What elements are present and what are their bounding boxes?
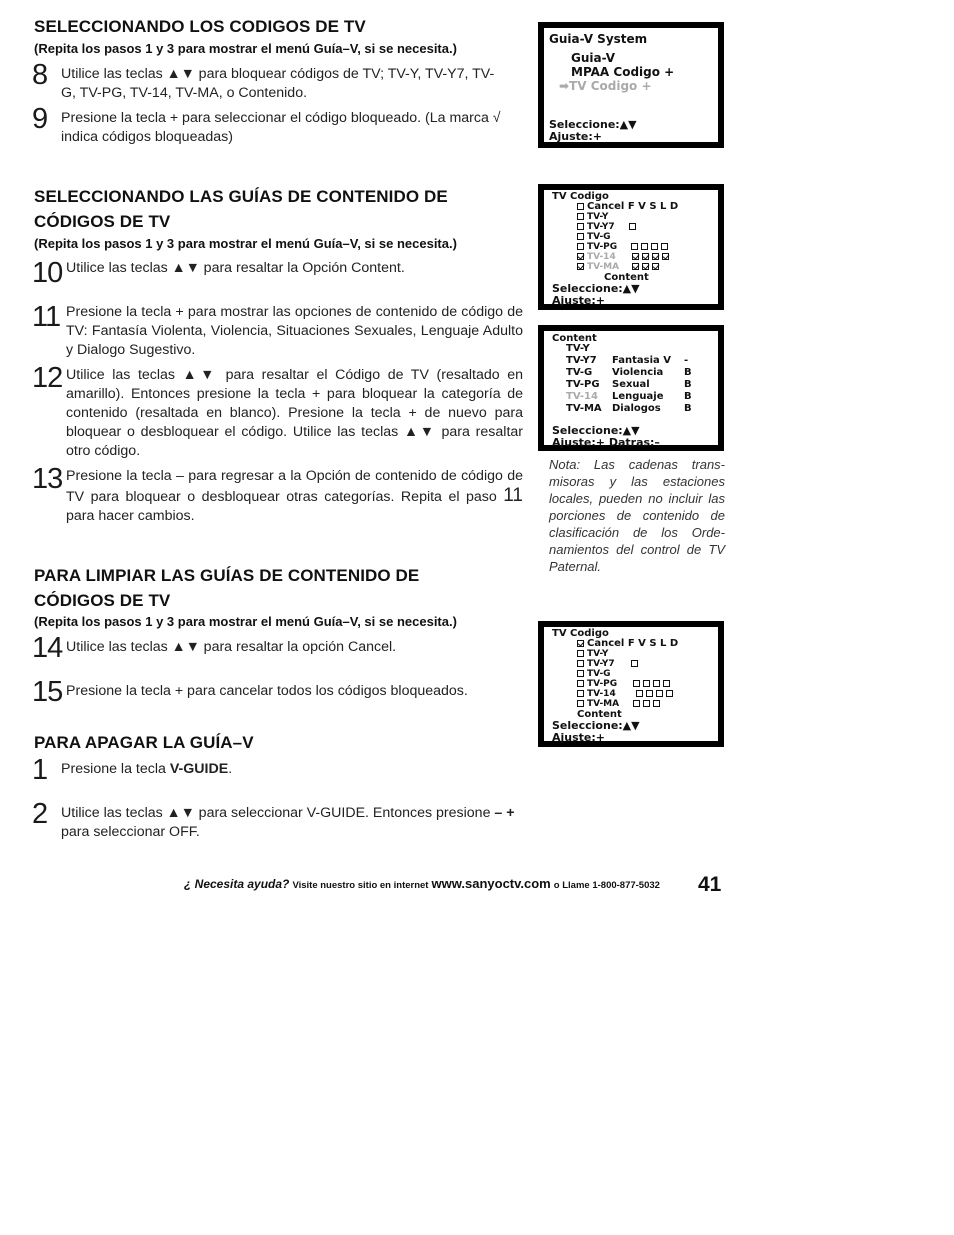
- checkbox-icon: [646, 690, 653, 697]
- step-number: 12: [32, 362, 63, 394]
- page-number: 41: [698, 873, 722, 896]
- footer-help: ¿ Necesita ayuda?: [184, 877, 290, 891]
- osd-row: [577, 232, 611, 242]
- section-title-limpiar: [34, 563, 419, 613]
- step-text: [61, 760, 516, 779]
- step-text-part: Presione la tecla: [61, 761, 166, 777]
- step-text-part: Presione la tecla – para regresar a la Opción de contenido de código de TV para bloquear o desbloquear otras categorías. Repita el paso: [66, 468, 523, 505]
- osd-row: [577, 699, 663, 709]
- title-line: CÓDIGOS DE TV: [34, 212, 171, 231]
- checkbox-checked-icon: [662, 253, 669, 260]
- osd-row: [577, 679, 673, 689]
- osd-title: Content: [552, 333, 597, 344]
- step-text: [61, 804, 526, 842]
- checkbox-icon: [643, 680, 650, 687]
- checkbox-icon: [577, 690, 584, 697]
- checkbox-icon: [577, 680, 584, 687]
- checkbox-icon: [663, 680, 670, 687]
- osd-row: [577, 669, 611, 679]
- step-text-part: .: [228, 761, 233, 777]
- osd-title: Guia-V System: [549, 32, 648, 46]
- checkbox-icon: [636, 690, 643, 697]
- osd-header: [577, 201, 678, 212]
- checkbox-icon: [633, 700, 640, 707]
- step-number: 8: [32, 59, 48, 91]
- footer-phone: o Llame 1-800-877-5032: [553, 880, 660, 891]
- checkbox-icon: [631, 243, 638, 250]
- checkbox-icon: [577, 660, 584, 667]
- osd-screen-guia-v-system: [538, 22, 724, 148]
- osd-row-label: Fantasia V: [612, 355, 671, 366]
- step-text: Presione la tecla + para cancelar todos los códigos bloqueados.: [66, 683, 468, 699]
- checkbox-icon: [577, 223, 584, 230]
- osd-header-text: Cancel F V S L D: [587, 638, 679, 649]
- checkbox-icon: [577, 700, 584, 707]
- checkbox-checked-icon: [577, 253, 584, 260]
- step-text-part: para hacer cambios.: [66, 508, 195, 524]
- osd-row-value: B: [684, 403, 692, 414]
- osd-screen-body: [544, 627, 718, 744]
- step-number: 11: [32, 301, 61, 333]
- checkbox-icon: [653, 680, 660, 687]
- step-number: 10: [32, 257, 63, 289]
- checkbox-icon: [633, 680, 640, 687]
- note-paragraph: Nota: Las cadenas trans-misoras y las estaciones locales, pueden no incluir las porciones de contenido de clasificación de los Orde-namientos del control de TV Paternal.: [549, 457, 725, 574]
- osd-row-label: TV-PG: [587, 242, 618, 252]
- osd-select-hint: Seleccione:▲▼: [552, 719, 640, 732]
- step-text: Utilice las teclas ▲▼ para bloquear códigos de TV; TV-Y, TV-Y7, TV-G, TV-PG, TV-14, TV-MA, o Contenido.: [61, 66, 495, 101]
- title-line: CÓDIGOS DE TV: [34, 591, 171, 610]
- osd-row: [577, 222, 639, 232]
- osd-row-code: TV-Y7: [566, 355, 597, 366]
- section-title-codigos: SELECCIONANDO LOS CODIGOS DE TV: [34, 17, 366, 36]
- osd-select-hint: Seleccione:▲▼: [549, 118, 637, 131]
- osd-row-code: TV-PG: [566, 379, 600, 390]
- osd-screen-body: [544, 331, 718, 449]
- osd-row-code: TV-MA: [566, 403, 602, 414]
- osd-screen-body: [544, 190, 718, 307]
- osd-content-label: Content: [577, 709, 622, 720]
- title-line: PARA LIMPIAR LAS GUÍAS DE CONTENIDO DE: [34, 566, 420, 585]
- osd-select-hint: Seleccione:▲▼: [552, 424, 640, 437]
- osd-row-label: TV-Y7: [587, 659, 615, 669]
- osd-line: MPAA Codigo +: [571, 65, 675, 79]
- osd-header: [577, 638, 678, 649]
- step-text: Presione la tecla + para seleccionar el código bloqueado. (La marca √ indica códigos bloqueadas): [61, 110, 501, 145]
- osd-row-boxes: [636, 689, 676, 699]
- checkbox-icon: [577, 243, 584, 250]
- osd-row-boxes: [633, 679, 673, 689]
- osd-adjust-hint: Ajuste:+: [549, 130, 602, 143]
- osd-row-label: TV-G: [587, 669, 611, 679]
- step-text: Utilice las teclas ▲▼ para resaltar la opción Cancel.: [66, 639, 397, 655]
- checkbox-icon: [666, 690, 673, 697]
- step-text-part: Utilice las teclas ▲▼ para seleccionar V-GUIDE. Entonces presione: [61, 805, 491, 821]
- osd-row-code: TV-Y: [566, 343, 590, 354]
- section-subtitle: (Repita los pasos 1 y 3 para mostrar el menú Guía–V, si se necesita.): [34, 614, 457, 629]
- osd-select-hint: Seleccione:▲▼: [552, 282, 640, 295]
- section-subtitle: (Repita los pasos 1 y 3 para mostrar el menú Guía–V, si se necesita.): [34, 236, 457, 251]
- checkbox-icon: [577, 233, 584, 240]
- osd-row-label: Sexual: [612, 379, 650, 390]
- checkbox-icon: [656, 690, 663, 697]
- checkbox-checked-icon: [642, 263, 649, 270]
- section-title-apagar: PARA APAGAR LA GUÍA–V: [34, 733, 254, 752]
- step-text-part: para seleccionar OFF.: [61, 824, 200, 840]
- osd-row-value: B: [684, 379, 692, 390]
- checkbox-icon: [641, 243, 648, 250]
- step-number: 13: [32, 463, 63, 495]
- osd-line-selected: ➡TV Codigo +: [559, 79, 652, 93]
- osd-row: [577, 649, 608, 659]
- step-text: Utilice las teclas ▲▼ para resaltar la Opción Content.: [66, 260, 405, 276]
- step-ref-number: 11: [503, 485, 523, 506]
- checkbox-icon: [577, 213, 584, 220]
- osd-row-value: B: [684, 367, 692, 378]
- osd-row-label: Violencia: [612, 367, 664, 378]
- osd-row-label: TV-14: [587, 252, 616, 262]
- footer-visit: Visite nuestro sitio en internet: [292, 880, 429, 891]
- osd-adjust-hint: Ajuste:+: [552, 294, 605, 307]
- osd-row-label: TV-Y: [587, 649, 609, 659]
- checkbox-checked-icon: [642, 253, 649, 260]
- osd-row-label: TV-PG: [587, 679, 618, 689]
- osd-screen-tv-codigo-locked: [538, 184, 724, 310]
- osd-row-label: Lenguaje: [612, 391, 664, 402]
- osd-screen-content: [538, 325, 724, 451]
- osd-line: Guia-V: [571, 51, 615, 65]
- osd-row-value: -: [684, 355, 689, 366]
- checkbox-icon: [631, 660, 638, 667]
- osd-header-text: Cancel F V S L D: [587, 201, 679, 212]
- checkbox-icon: [651, 243, 658, 250]
- osd-row-value: B: [684, 391, 692, 402]
- step-text: Utilice las teclas ▲▼ para resaltar el Código de TV (resaltado en amarillo). Entonces presione la tecla + para bloquear la categoría de contenido (resaltada en blanco). Presione la tecla + de nuevo para bloquear o desbloquear el código. Utilice las teclas ▲▼ para resaltar otro código.: [66, 367, 523, 459]
- osd-adjust-hint: Ajuste:+: [552, 731, 605, 744]
- osd-row: [577, 212, 608, 222]
- checkbox-checked-icon: [577, 263, 584, 270]
- step-number: 14: [32, 632, 63, 664]
- osd-row-label: Dialogos: [612, 403, 661, 414]
- step-number: 15: [32, 676, 63, 708]
- step-number: 1: [32, 754, 48, 786]
- checkbox-icon: [629, 223, 636, 230]
- osd-row-boxes: [633, 699, 663, 709]
- osd-row-code-selected: TV-14: [566, 391, 598, 402]
- checkbox-checked-icon: [652, 253, 659, 260]
- osd-row: [577, 659, 641, 669]
- checkbox-icon: [643, 700, 650, 707]
- osd-row-label: TV-MA: [587, 699, 620, 709]
- checkbox-icon: [577, 650, 584, 657]
- osd-row: [577, 242, 671, 252]
- key-label: V-GUIDE: [169, 761, 229, 777]
- checkbox-icon: [577, 203, 584, 210]
- checkbox-icon: [577, 670, 584, 677]
- section-title-guias: [34, 184, 448, 234]
- osd-row: [577, 689, 676, 699]
- checkbox-checked-icon: [652, 263, 659, 270]
- osd-row-boxes: [631, 242, 671, 252]
- osd-screen-body: [544, 28, 718, 142]
- checkbox-checked-icon: [632, 263, 639, 270]
- osd-content-label: Content: [604, 272, 649, 283]
- osd-row: [577, 262, 662, 272]
- step-number: 2: [32, 798, 48, 830]
- osd-row-label: TV-Y7: [587, 222, 615, 232]
- title-line: SELECCIONANDO LAS GUÍAS DE CONTENIDO DE: [34, 187, 448, 206]
- osd-row-label: TV-MA: [587, 262, 620, 272]
- key-label: – +: [494, 805, 515, 821]
- osd-row-label: TV-Y: [587, 212, 609, 222]
- checkbox-icon: [661, 243, 668, 250]
- osd-title: TV Codigo: [552, 628, 609, 639]
- section-subtitle: (Repita los pasos 1 y 3 para mostrar el menú Guía–V, si se necesita.): [34, 41, 457, 56]
- osd-row-code: TV-G: [566, 367, 593, 378]
- step-text: Presione la tecla + para mostrar las opciones de contenido de código de TV: Fantasía Violenta, Violencia, Situaciones Sexuales, Lenguaje Adulto y Dialogo Sugestivo.: [66, 304, 523, 358]
- osd-row: [577, 252, 672, 262]
- footer-url-link[interactable]: www.sanyoctv.com: [431, 876, 551, 891]
- osd-title: TV Codigo: [552, 191, 609, 202]
- checkbox-checked-icon: [577, 640, 584, 647]
- step-number: 9: [32, 103, 48, 135]
- step-text: [66, 467, 523, 526]
- osd-row-label: TV-G: [587, 232, 611, 242]
- osd-screen-tv-codigo-cancel: [538, 621, 724, 747]
- osd-row-boxes: [632, 262, 662, 272]
- checkbox-checked-icon: [632, 253, 639, 260]
- footer: [184, 876, 660, 891]
- osd-row-boxes: [632, 252, 672, 262]
- checkbox-icon: [653, 700, 660, 707]
- osd-row-label: TV-14: [587, 689, 616, 699]
- osd-adjust-hint: Ajuste:+ Datras:–: [552, 436, 660, 449]
